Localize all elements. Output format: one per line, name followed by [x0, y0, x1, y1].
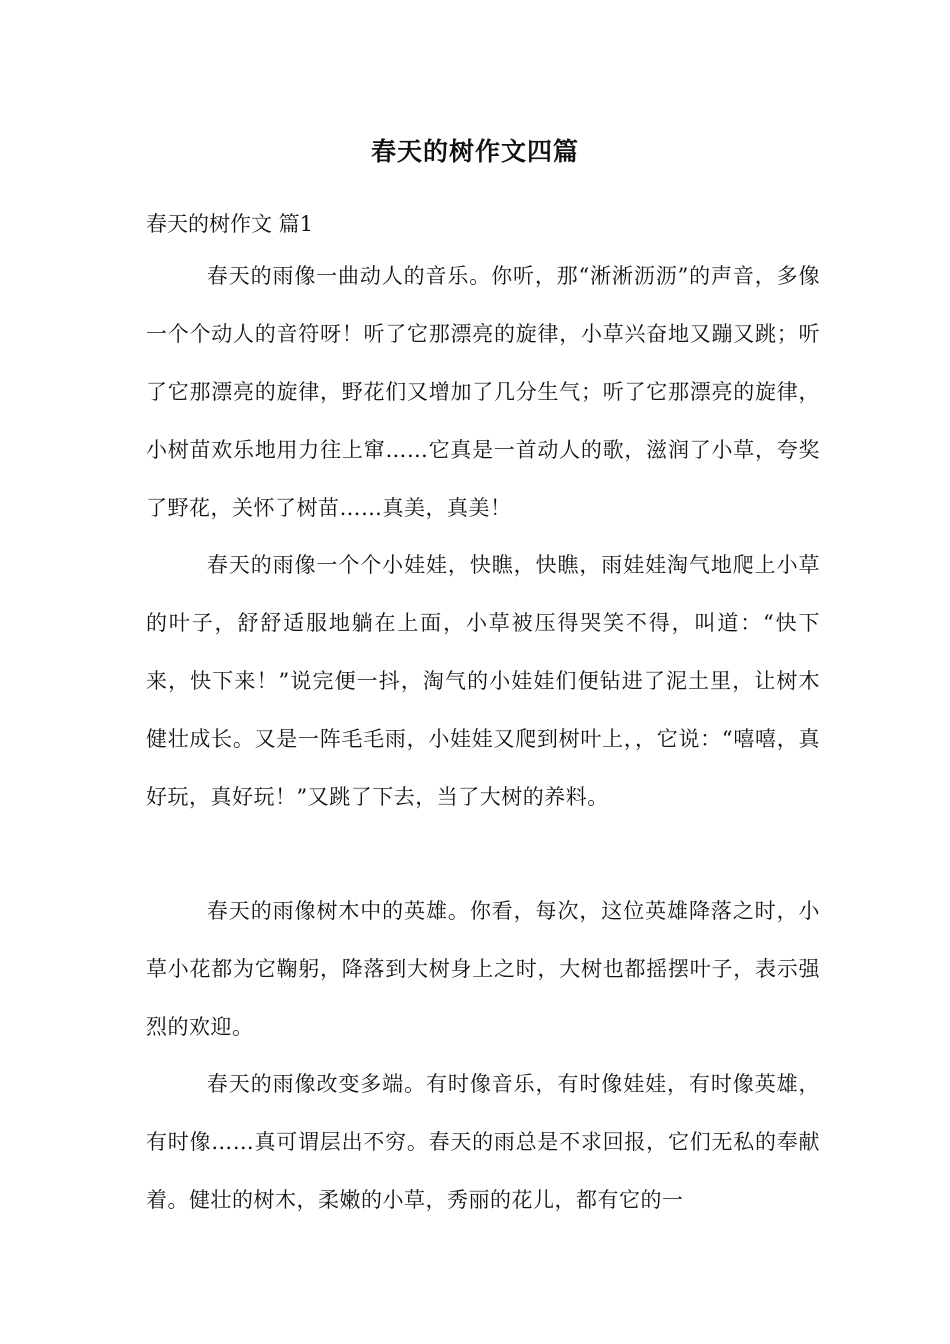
paragraph-2: 春天的雨像一个个小娃娃，快瞧，快瞧，雨娃娃淘气地爬上小草的叶子，舒舒适服地躺在上面，小草被压得哭笑不得，叫道：“快下来，快下来！”说完便一抖，淘气的小娃娃们便钻进了泥土里，让树木健壮成长。又是一阵毛毛雨，小娃娃又爬到树叶上，，它说：“嘻嘻，真好玩，真好玩！”又跳了下去，当了大树的养料。 [146, 553, 820, 809]
section-heading: 春天的树作文 篇1 [146, 212, 314, 236]
paragraph-3: 春天的雨像树木中的英雄。你看，每次，这位英雄降落之时，小草小花都为它鞠躬，降落到大树身上之时，大树也都摇摆叶子，表示强烈的欢迎。 [146, 899, 820, 1039]
paragraph-4: 春天的雨像改变多端。有时像音乐，有时像娃娃，有时像英雄，有时像……真可谓层出不穷。春天的雨总是不求回报，它们无私的奉献着。健壮的树木，柔嫩的小草，秀丽的花儿，都有它的一 [146, 1072, 820, 1212]
paragraph-1: 春天的雨像一曲动人的音乐。你听，那“淅淅沥沥”的声音，多像一个个动人的音符呀！听了它那漂亮的旋律，小草兴奋地又蹦又跳；听了它那漂亮的旋律，野花们又增加了几分生气；听了它那漂亮的旋律，小树苗欢乐地用力往上窜……它真是一首动人的歌，滋润了小草，夸奖了野花，关怀了树苗……真美，真美！ [146, 264, 820, 520]
document-title: 春天的树作文四篇 [370, 137, 579, 166]
